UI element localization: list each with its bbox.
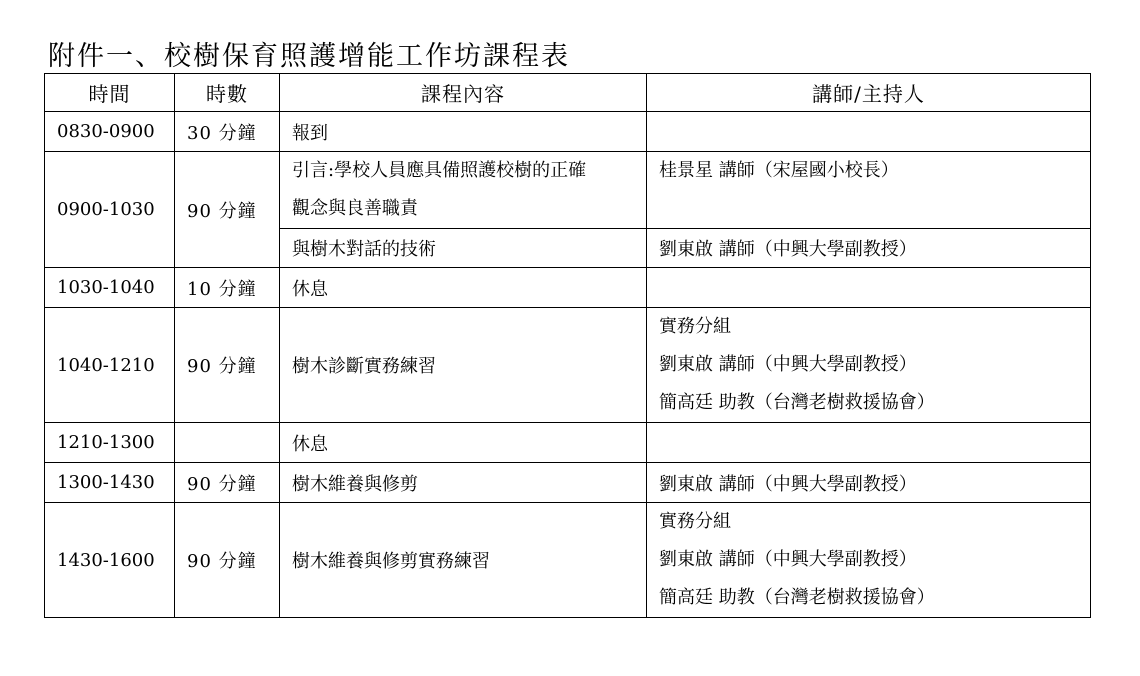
speaker-line: 實務分組: [659, 511, 731, 532]
speaker-line: 桂景星 講師（宋屋國小校長）: [659, 160, 899, 181]
speaker-line: 簡高廷 助教（台灣老樹救援協會）: [659, 392, 935, 413]
content-line: 引言:學校人員應具備照護校樹的正確: [292, 160, 587, 181]
hours-cell: [175, 423, 280, 463]
table-row: [45, 503, 1091, 618]
speaker-cell: [647, 423, 1091, 463]
speaker-line: 簡高廷 助教（台灣老樹救援協會）: [659, 587, 935, 608]
content-cell: 報到: [280, 112, 647, 152]
schedule-table: [44, 73, 1091, 618]
table-row: [45, 308, 1091, 423]
table-row: [45, 463, 1091, 503]
speaker-cell: [647, 152, 1091, 229]
speaker-cell: [647, 308, 1091, 423]
header-time: 時間: [45, 74, 175, 112]
table-row: [45, 423, 1091, 463]
table-row: [45, 268, 1091, 308]
content-cell: 樹木診斷實務練習: [280, 308, 647, 423]
content-cell: 休息: [280, 423, 647, 463]
time-cell: 0830-0900: [45, 112, 175, 152]
hours-cell: 90 分鐘: [175, 152, 280, 268]
time-cell: 1300-1430: [45, 463, 175, 503]
table-row: [45, 112, 1091, 152]
speaker-line: 劉東啟 講師（中興大學副教授）: [659, 354, 917, 375]
speaker-cell: [647, 268, 1091, 308]
hours-cell: 90 分鐘: [175, 308, 280, 423]
content-cell: 與樹木對話的技術: [280, 229, 647, 268]
content-cell: 樹木維養與修剪: [280, 463, 647, 503]
time-cell: 1430-1600: [45, 503, 175, 618]
header-hours: 時數: [175, 74, 280, 112]
time-cell: 0900-1030: [45, 152, 175, 268]
content-cell: 樹木維養與修剪實務練習: [280, 503, 647, 618]
speaker-cell: [647, 112, 1091, 152]
header-speaker: 講師/主持人: [647, 74, 1091, 112]
time-cell: 1030-1040: [45, 268, 175, 308]
page-title: 附件一、校樹保育照護增能工作坊課程表: [48, 41, 570, 72]
speaker-cell: 劉東啟 講師（中興大學副教授）: [647, 463, 1091, 503]
content-cell: 休息: [280, 268, 647, 308]
table-row: [45, 152, 1091, 229]
hours-cell: 30 分鐘: [175, 112, 280, 152]
speaker-line: 劉東啟 講師（中興大學副教授）: [659, 549, 917, 570]
hours-cell: 90 分鐘: [175, 503, 280, 618]
hours-cell: 90 分鐘: [175, 463, 280, 503]
speaker-cell: 劉東啟 講師（中興大學副教授）: [647, 229, 1091, 268]
table-header-row: [45, 74, 1091, 112]
header-content: 課程內容: [280, 74, 647, 112]
time-cell: 1210-1300: [45, 423, 175, 463]
content-line: 觀念與良善職責: [292, 198, 418, 219]
content-cell: [280, 152, 647, 229]
speaker-line: 實務分組: [659, 316, 731, 337]
hours-cell: 10 分鐘: [175, 268, 280, 308]
time-cell: 1040-1210: [45, 308, 175, 423]
speaker-cell: [647, 503, 1091, 618]
